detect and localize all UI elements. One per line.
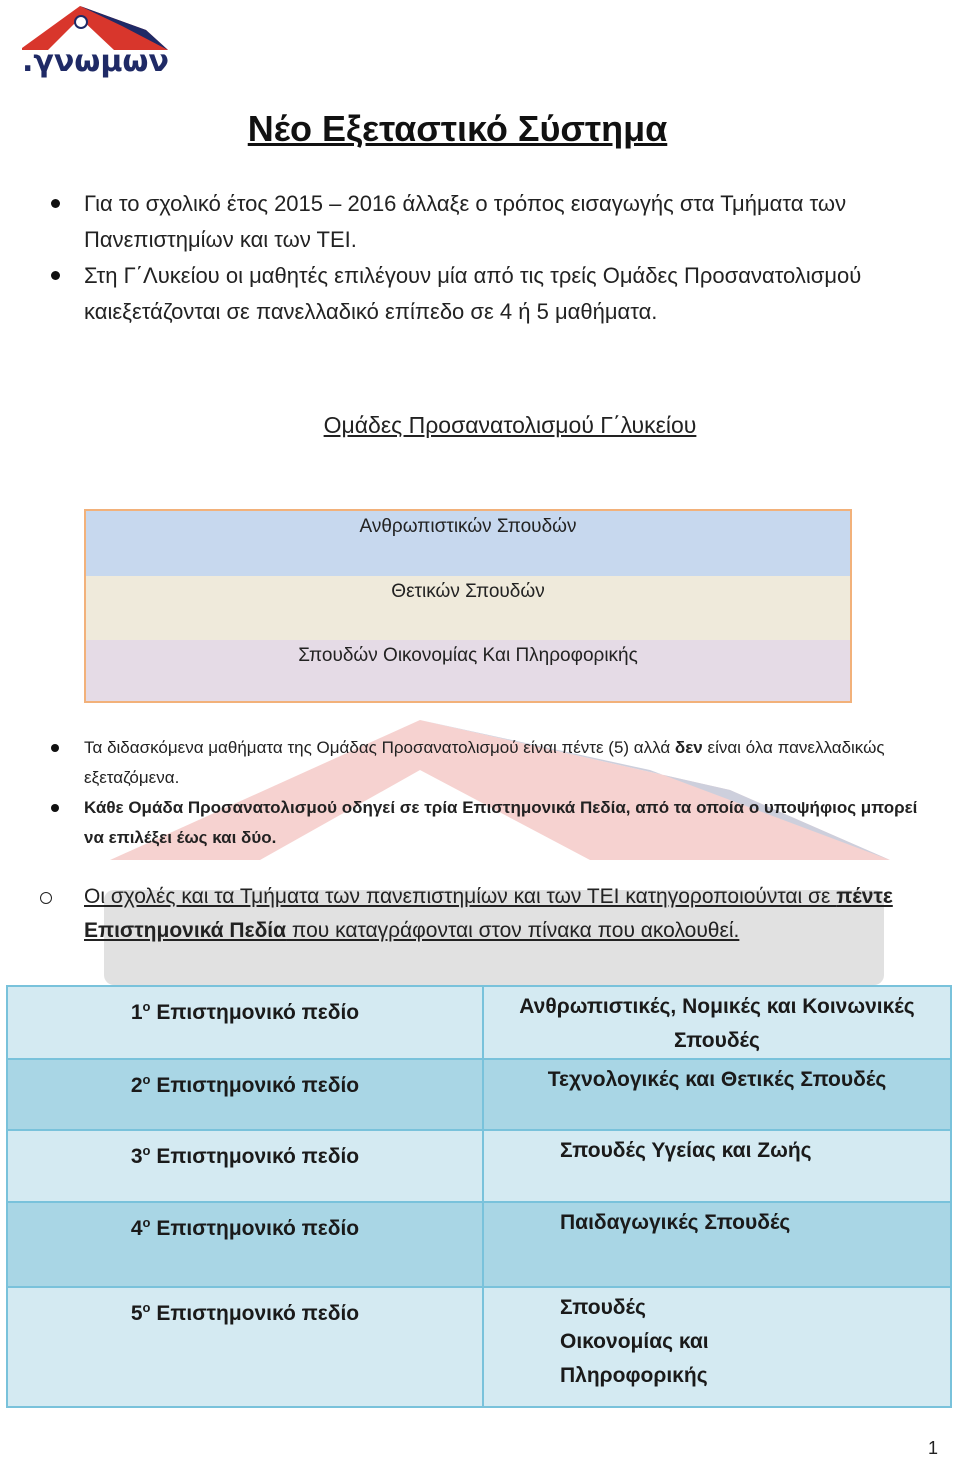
field-area: Τεχνολογικές και Θετικές Σπουδές: [547, 1068, 887, 1091]
field-ordinal: ο: [142, 1143, 151, 1158]
field-number: 3: [130, 1145, 143, 1168]
field-label: Επιστημονικό πεδίο: [150, 1001, 360, 1024]
note-item: [40, 793, 940, 853]
fields-intro-bold: πέντε Επιστημονικά Πεδία: [84, 885, 893, 942]
field-ordinal: ο: [142, 1300, 151, 1315]
field-area: Ανθρωπιστικές, Νομικές και Κοινωνικές Σπουδές: [519, 995, 915, 1052]
table-row: [7, 1287, 951, 1407]
table-row: [7, 1059, 951, 1130]
bullet-dot-icon: [51, 199, 60, 208]
logo-dot-icon: [75, 16, 87, 28]
field-ordinal: ο: [142, 1215, 151, 1230]
table-row: [7, 986, 951, 1059]
bullet-dot-icon: [51, 744, 59, 752]
field-number: 5: [130, 1302, 143, 1325]
table-row: [7, 1202, 951, 1287]
fields-intro-text: [84, 880, 940, 948]
note-text: είναι όλα πανελλαδικώς εξεταζόμενα.: [84, 738, 885, 787]
notes-list: [40, 733, 940, 853]
bullet-dot-icon: [51, 271, 60, 280]
field-number: 2: [130, 1074, 143, 1097]
field-label: Επιστημονικό πεδίο: [150, 1217, 360, 1240]
field-number: 1: [130, 1001, 143, 1024]
intro-bullet-item: [40, 186, 940, 258]
note-text: Τα διδασκόμενα μαθήματα της Ομάδας Προσανατολισμού είναι πέντε (5) αλλά: [84, 738, 675, 757]
page-number: 1: [927, 1438, 938, 1458]
intro-list: [40, 186, 940, 330]
field-ordinal: ο: [142, 1072, 151, 1087]
field-area-cell: [483, 1202, 951, 1287]
field-area: Παιδαγωγικές Σπουδές: [560, 1211, 791, 1234]
field-label: Επιστημονικό πεδίο: [150, 1145, 360, 1168]
intro-bullet-text: Στη Γ΄Λυκείου οι μαθητές επιλέγουν μία από τις τρείς Ομάδες Προσανατολισμού καιεξετάζονται σε πανελλαδικό επίπεδο σε 4 ή 5 μαθήματα.: [84, 263, 862, 324]
group-sciences: Θετικών Σπουδών: [86, 576, 850, 640]
note-text-bold: Κάθε Ομάδα Προσανατολισμού οδηγεί σε τρία Επιστημονικά Πεδία, από τα οποία ο υποψήφιος μπορεί να επιλέξει έως και δύο.: [84, 798, 918, 847]
note-item: [40, 733, 940, 793]
note-emphasis: δεν: [674, 738, 703, 757]
intro-bullet-text: Για το σχολικό έτος 2015 – 2016 άλλαξε ο τρόπος εισαγωγής στα Τμήματα των Πανεπιστημίων και των ΤΕΙ.: [84, 191, 847, 252]
field-label-cell: [7, 986, 483, 1059]
field-label-cell: [7, 1130, 483, 1202]
field-area: Σπουδές Οικονομίας και Πληροφορικής: [560, 1296, 709, 1387]
orientation-groups-box: [84, 509, 852, 703]
bullet-dot-icon: [51, 804, 59, 812]
group-economics: Σπουδών Οικονομίας Και Πληροφορικής: [86, 640, 850, 701]
field-label-cell: [7, 1202, 483, 1287]
field-label: Επιστημονικό πεδίο: [150, 1074, 360, 1097]
group-humanities: Ανθρωπιστικών Σπουδών: [86, 511, 850, 576]
field-area-cell: [483, 986, 951, 1059]
field-label: Επιστημονικό πεδίο: [150, 1302, 360, 1325]
groups-subtitle: Ομάδες Προσανατολισμού Γ΄λυκείου: [323, 412, 697, 438]
circle-bullet-icon: [40, 892, 52, 904]
field-label-cell: [7, 1287, 483, 1407]
field-ordinal: ο: [142, 999, 151, 1014]
field-area-cell: [483, 1130, 951, 1202]
field-area-cell: [483, 1287, 951, 1407]
table-row: [7, 1130, 951, 1202]
field-label-cell: [7, 1059, 483, 1130]
logo-text: .γνωμων: [22, 44, 169, 79]
fields-intro-post: που καταγράφονται στον πίνακα που ακολουθεί.: [286, 919, 740, 942]
page-title: Νέο Εξεταστικό Σύστημα: [247, 108, 668, 149]
field-area-cell: [483, 1059, 951, 1130]
fields-intro-pre: Οι σχολές και τα Τμήματα των πανεπιστημίων και των ΤΕΙ κατηγοροποιούνται σε: [84, 885, 837, 908]
fields-intro: [40, 880, 940, 948]
scientific-fields-table: [6, 985, 952, 1408]
intro-bullet-item: [40, 258, 940, 330]
field-number: 4: [130, 1217, 143, 1240]
field-area: Σπουδές Υγείας και Ζωής: [560, 1139, 812, 1162]
